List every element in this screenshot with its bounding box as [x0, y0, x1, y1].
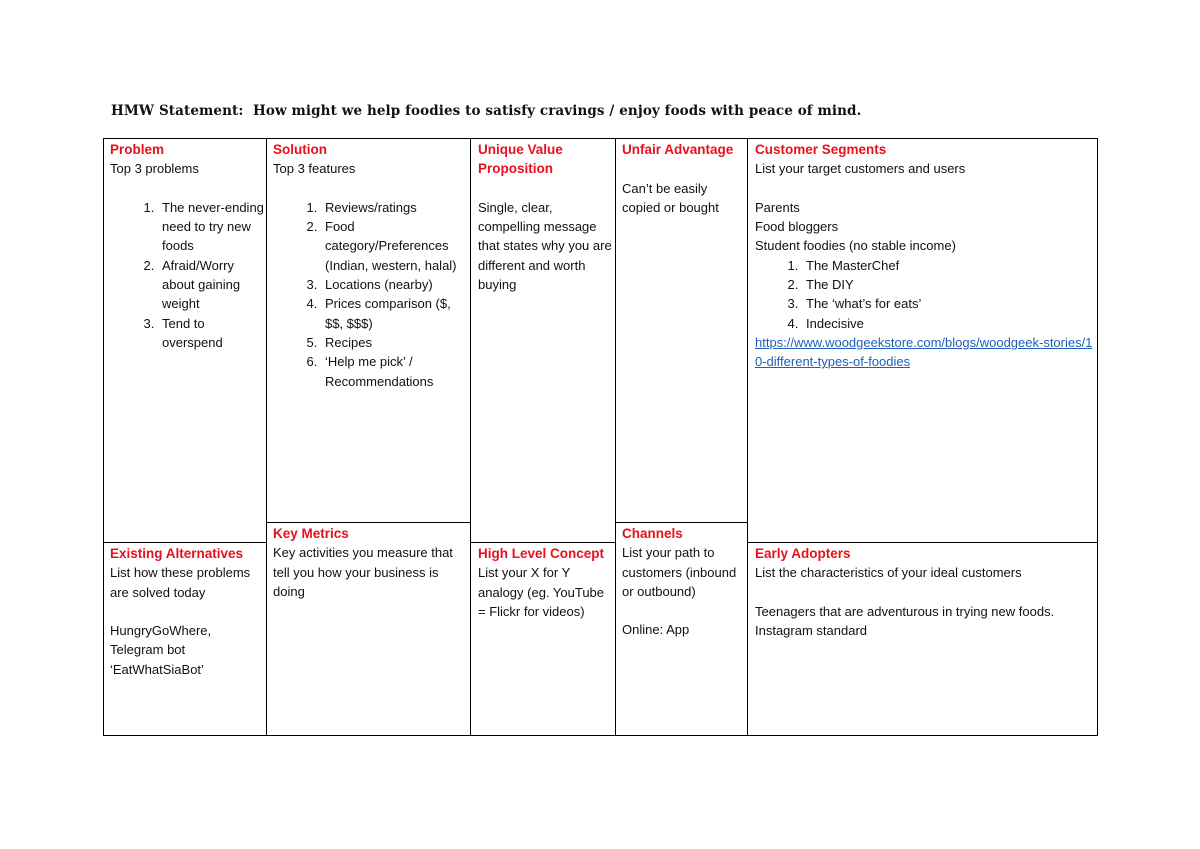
grid-divider-h-right [747, 542, 1098, 543]
channels-online: Online: App [622, 622, 690, 638]
segments-list [755, 256, 1093, 333]
solution-item: 5. Recipes [321, 333, 467, 352]
segments-subtitle: List your target customers and users [755, 161, 966, 177]
unfair-cell [622, 140, 744, 217]
adopters-text: List the characteristics of your ideal customers [755, 565, 1022, 581]
solution-title: Solution [273, 142, 327, 157]
segments-cell [755, 140, 1093, 372]
solution-subtitle: Top 3 features [273, 161, 356, 177]
segment-group: Student foodies (no stable income) [755, 238, 956, 254]
problem-subtitle: Top 3 problems [110, 161, 199, 177]
solution-cell [273, 140, 467, 391]
grid-divider-h-metrics [266, 522, 471, 523]
existing-title: Existing Alternatives [110, 546, 244, 561]
hmw-text: How might we help foodies to satisfy cravings / enjoy foods with peace of mind. [253, 103, 862, 119]
grid-divider-v4 [747, 138, 748, 736]
grid-right-border [1097, 138, 1098, 736]
concept-title: High Level Concept [478, 546, 605, 561]
problem-item: 1. The never-ending need to try new foods [158, 198, 264, 256]
channels-title: Channels [622, 526, 683, 541]
grid-top-border [103, 138, 1098, 139]
existing-text: List how these problems are solved today [110, 565, 251, 600]
problem-item: 2. Afraid/Worry about gaining weight [158, 256, 264, 314]
solution-list [273, 198, 467, 391]
adopters-line1: Teenagers that are adventurous in trying new foods. [755, 603, 1055, 619]
adopters-cell [755, 544, 1093, 640]
solution-item: 6. ‘Help me pick’ / Recommendations [321, 352, 467, 391]
segment-group: Parents [755, 199, 800, 215]
metrics-title: Key Metrics [273, 526, 349, 541]
grid-divider-h-channels [615, 522, 748, 523]
segment-group: Food bloggers [755, 219, 839, 235]
adopters-line2: Instagram standard [755, 623, 868, 639]
channels-text: List your path to customers (inbound or outbound) [622, 545, 737, 599]
concept-cell [478, 544, 613, 621]
uvp-text: Single, clear, compelling message that states why you are different and worth buying [478, 199, 612, 293]
problem-cell [110, 140, 264, 352]
channels-cell [622, 524, 737, 640]
segment-item: 3. The ‘what’s for eats’ [802, 294, 1093, 313]
problem-list [110, 198, 264, 352]
hmw-label: HMW Statement: [111, 103, 244, 119]
segment-item: 2. The DIY [802, 275, 1093, 294]
problem-title: Problem [110, 142, 165, 157]
segment-item: 1. The MasterChef [802, 256, 1093, 275]
existing-examples: HungryGoWhere, Telegram bot ‘EatWhatSiaBot’ [110, 623, 212, 677]
foodies-types-link[interactable]: https://www.woodgeekstore.com/blogs/woodgeek-stories/10-different-types-of-foodies [755, 334, 1093, 370]
solution-item: 1. Reviews/ratings [321, 198, 467, 217]
solution-item: 3. Locations (nearby) [321, 275, 467, 294]
grid-bottom-border [103, 735, 1098, 736]
grid-divider-v3 [615, 138, 616, 736]
adopters-title: Early Adopters [755, 546, 851, 561]
unfair-title: Unfair Advantage [622, 142, 734, 157]
hmw-statement [111, 103, 861, 119]
existing-cell [110, 544, 264, 679]
uvp-cell [478, 140, 613, 294]
uvp-title: Unique Value Proposition [478, 142, 563, 177]
problem-item: 3. Tend to overspend [158, 314, 264, 353]
segment-item: 4. Indecisive [802, 314, 1093, 333]
metrics-text: Key activities you measure that tell you how your business is doing [273, 545, 453, 599]
grid-divider-h-left [103, 542, 267, 543]
unfair-text: Can’t be easily copied or bought [622, 180, 719, 215]
grid-divider-v1 [266, 138, 267, 736]
grid-left-border [103, 138, 104, 736]
solution-item: 2. Food category/Preferences (Indian, western, halal) [321, 217, 467, 275]
solution-item: 4. Prices comparison ($, $$, $$$) [321, 294, 467, 333]
segments-title: Customer Segments [755, 142, 887, 157]
grid-divider-v2 [470, 138, 471, 736]
concept-text: List your X for Y analogy (eg. YouTube = Flickr for videos) [478, 565, 605, 619]
metrics-cell [273, 524, 453, 601]
grid-divider-h-concept [470, 542, 616, 543]
